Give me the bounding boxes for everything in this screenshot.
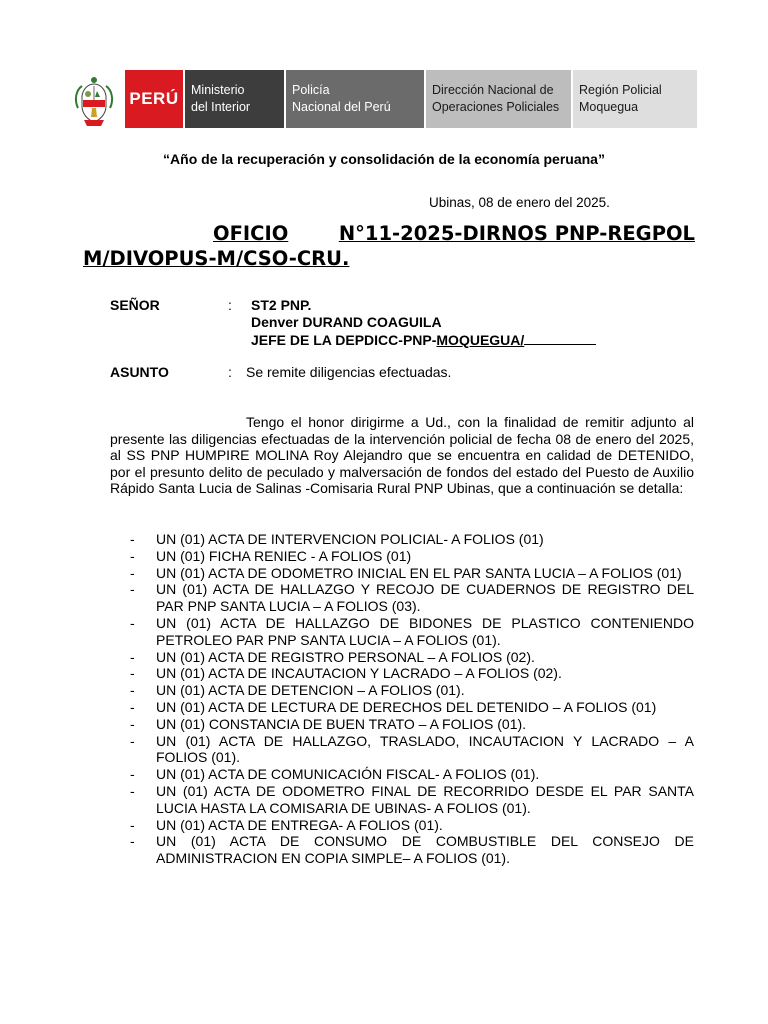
list-dash: -: [130, 682, 135, 699]
recipient-rank: ST2 PNP.: [251, 297, 312, 313]
list-item-text: UN (01) ACTA DE INTERVENCION POLICIAL- A FOLIOS (01): [156, 531, 544, 547]
title-word: OFICIO: [213, 222, 289, 245]
header-block-line1: Ministerio: [191, 83, 245, 97]
peru-label: PERÚ: [129, 89, 179, 108]
list-item-text: UN (01) CONSTANCIA DE BUEN TRATO – A FOLIOS (01).: [156, 715, 527, 732]
header-block-ministerio: [185, 70, 284, 128]
recipient-surname: DURAND COAGUILA: [302, 314, 442, 330]
header-block-line2: Nacional del Perú: [292, 100, 391, 114]
document-title: [83, 221, 695, 271]
list-item: [130, 733, 694, 767]
list-item-text: UN (01) ACTA DE ODOMETRO FINAL DE RECORRIDO DESDE EL PAR SANTA LUCIA HASTA LA COMISARIA DE UBINAS- A FOLIOS (01).: [156, 782, 694, 816]
header-block-line1: Policía: [292, 83, 330, 97]
header-block-direccion: [426, 70, 571, 128]
header-block-line1: Región Policial: [579, 83, 662, 97]
list-item-text: UN (01) ACTA DE REGISTRO PERSONAL – A FOLIOS (02).: [156, 648, 535, 665]
header-block-line2: del Interior: [191, 100, 251, 114]
header-block-line2: Moquegua: [579, 100, 639, 114]
body-text: Tengo el honor dirigirme a Ud., con la finalidad de remitir adjunto al presente las diligencias efectuadas de la intervención policial de fecha 08 de enero del 2025, al SS PNP HUMPIRE MOLINA Roy Alejandro que se encuentra en calidad de DETENIDO, por el presunto delito de peculado y malversación de fondos del estado del Puesto de Auxilio Rápido Santa Lucia de Salinas -Comisaria Rural PNP Ubinas, que a continuación se detalla:: [110, 414, 694, 496]
list-item-text: UN (01) ACTA DE COMUNICACIÓN FISCAL- A FOLIOS (01).: [156, 766, 540, 783]
list-item-text: UN (01) ACTA DE DETENCION – A FOLIOS (01).: [156, 682, 465, 699]
subject-value: Se remite diligencias efectuadas.: [246, 364, 452, 380]
list-item-text: UN (01) ACTA DE HALLAZGO, TRASLADO, INCAUTACION Y LACRADO – A FOLIOS (01).: [156, 732, 694, 766]
list-item: [130, 716, 694, 733]
recipient-colon: :: [228, 297, 232, 313]
title-line2: M/DIVOPUS-M/CSO-CRU.: [83, 247, 350, 270]
list-dash: -: [130, 715, 135, 732]
list-item-text: UN (01) ACTA DE ODOMETRO INICIAL EN EL PAR SANTA LUCIA – A FOLIOS (01): [156, 564, 682, 581]
list-dash: -: [130, 782, 135, 799]
list-item-text: UN (01) ACTA DE HALLAZGO Y RECOJO DE CUADERNOS DE REGISTRO DEL PAR PNP SANTA LUCIA – A FOLIOS (03).: [156, 581, 694, 615]
list-item-text: UN (01) ACTA DE CONSUMO DE COMBUSTIBLE DEL CONSEJO DE ADMINISTRACION EN COPIA SIMPLE– A FOLIOS (01).: [156, 833, 694, 867]
list-item: [130, 783, 694, 817]
list-item: [130, 817, 694, 834]
list-item: [130, 548, 694, 565]
list-dash: -: [130, 531, 135, 547]
list-item-text: UN (01) ACTA DE INCAUTACION Y LACRADO – A FOLIOS (02).: [156, 665, 562, 682]
list-item: [130, 682, 694, 699]
list-item: [130, 615, 694, 649]
attachment-list: [130, 531, 694, 867]
header-block-line2: Operaciones Policiales: [432, 100, 560, 114]
list-item: [130, 766, 694, 783]
recipient-label: SEÑOR: [110, 297, 160, 313]
list-item-text: UN (01) ACTA DE HALLAZGO DE BIDONES DE PLASTICO CONTENIENDO PETROLEO PAR PNP SANTA LUCIA – A FOLIOS (01).: [156, 614, 694, 648]
list-dash: -: [130, 766, 135, 783]
header-block-region: [573, 70, 697, 128]
list-dash: -: [130, 833, 135, 850]
recipient-name: Denver DURAND COAGUILA: [251, 314, 442, 330]
recipient-value: [251, 297, 596, 349]
list-dash: -: [130, 665, 135, 682]
list-dash: -: [130, 581, 135, 598]
list-item-text: UN (01) ACTA DE LECTURA DE DERECHOS DEL DETENIDO – A FOLIOS (01): [156, 698, 657, 715]
list-item: [130, 833, 694, 867]
list-dash: -: [130, 614, 135, 631]
list-dash: -: [130, 648, 135, 665]
underline-blank: [524, 331, 596, 345]
list-item: [130, 699, 694, 716]
peru-brand-box: [125, 70, 183, 128]
title-number: N°11-2025-DIRNOS PNP-REGPOL: [338, 222, 695, 245]
header-block-line1: Dirección Nacional de: [432, 83, 554, 97]
subject-colon: :: [228, 364, 232, 380]
list-dash: -: [130, 732, 135, 749]
list-item: [130, 581, 694, 615]
letterhead: [66, 70, 697, 130]
recipient-position: JEFE DE LA DEPDICC-PNP-MOQUEGUA/: [251, 331, 596, 349]
recipient-location: MOQUEGUA/: [436, 332, 525, 348]
list-dash: -: [130, 816, 135, 833]
coat-of-arms-icon: [66, 70, 122, 130]
list-item-text: UN (01) FICHA RENIEC - A FOLIOS (01): [156, 547, 412, 564]
year-motto: “Año de la recuperación y consolidación de la economía peruana”: [163, 151, 605, 167]
list-dash: -: [130, 698, 135, 715]
header-block-policia: [286, 70, 424, 128]
subject-label: ASUNTO: [110, 364, 169, 380]
list-item-text: UN (01) ACTA DE ENTREGA- A FOLIOS (01).: [156, 816, 443, 833]
date-line: Ubinas, 08 de enero del 2025.: [429, 195, 610, 210]
list-dash: -: [130, 564, 135, 581]
list-item: [130, 649, 694, 666]
body-paragraph: [110, 414, 694, 497]
list-item: [130, 565, 694, 582]
list-item: [130, 531, 694, 548]
list-dash: -: [130, 547, 135, 564]
list-item: [130, 665, 694, 682]
